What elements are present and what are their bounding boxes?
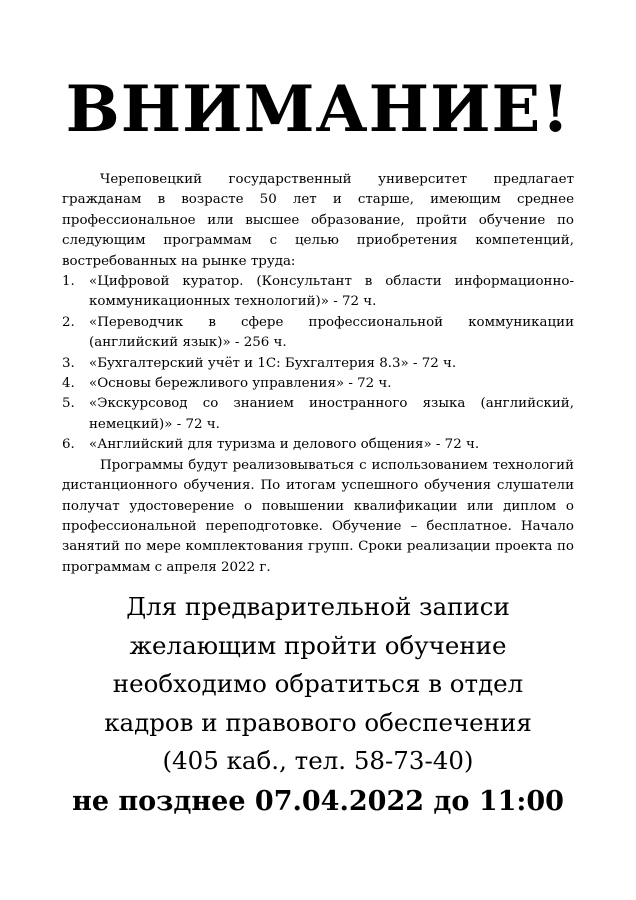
deadline-notice: не позднее 07.04.2022 до 11:00 bbox=[72, 785, 564, 817]
contact-block bbox=[0, 588, 636, 822]
program-list bbox=[62, 272, 574, 456]
list-item bbox=[62, 272, 574, 313]
details-paragraph: Программы будут реализовываться с использованием технологий дистанционного обучения. По итогам успешного обучения слушатели получат удостоверение о повышении квалификации или диплом о профессиональной переподготовке. Обучение – бесплатное. Начало занятий по мере комплектования групп. Сроки реализации проекта по программам с апреля 2022 г. bbox=[62, 457, 574, 575]
contact-line: кадров и правового обеспечения bbox=[104, 707, 532, 737]
list-item-number: 2. bbox=[62, 314, 75, 330]
list-item bbox=[62, 394, 574, 435]
list-item bbox=[62, 374, 574, 394]
list-item-number: 4. bbox=[62, 376, 75, 392]
list-item-number: 3. bbox=[62, 355, 75, 371]
list-item-text: «Переводчик в сфере профессиональной коммуникации (английский язык)» - 256 ч. bbox=[89, 314, 574, 351]
list-item-number: 1. bbox=[62, 274, 75, 290]
contact-line: необходимо обратиться в отдел bbox=[112, 669, 524, 698]
contact-line: желающим пройти обучение bbox=[129, 630, 507, 660]
list-item-text: «Основы бережливого управления» - 72 ч. bbox=[89, 376, 392, 392]
list-item bbox=[62, 435, 574, 455]
contact-line: (405 каб., тел. 58-73-40) bbox=[162, 746, 474, 775]
list-item-text: «Цифровой куратор. (Консультант в области информационно-коммуникационных технологий)» - 72 ч. bbox=[89, 274, 574, 310]
list-item bbox=[62, 354, 574, 374]
list-item-text: «Бухгалтерский учёт и 1С: Бухгалтерия 8.3» - 72 ч. bbox=[89, 355, 457, 371]
list-item-text: «Экскурсовод со знанием иностранного языка (английский, немецкий)» - 72 ч. bbox=[89, 396, 574, 432]
announcement-body bbox=[62, 170, 574, 578]
page-title: ВНИМАНИЕ! bbox=[65, 72, 571, 147]
list-item-number: 6. bbox=[62, 437, 75, 453]
list-item bbox=[62, 313, 574, 354]
intro-paragraph: Череповецкий государственный университет предлагает гражданам в возрасте 50 лет и старше, имеющим среднее профессиональное или высшее образование, пройти обучение по следующим программам с целью приобретения компетенций, востребованных на рынке труда: bbox=[62, 172, 574, 269]
contact-line: Для предварительной записи bbox=[126, 592, 510, 621]
list-item-number: 5. bbox=[62, 396, 75, 412]
list-item-text: «Английский для туризма и делового общения» - 72 ч. bbox=[89, 437, 480, 453]
